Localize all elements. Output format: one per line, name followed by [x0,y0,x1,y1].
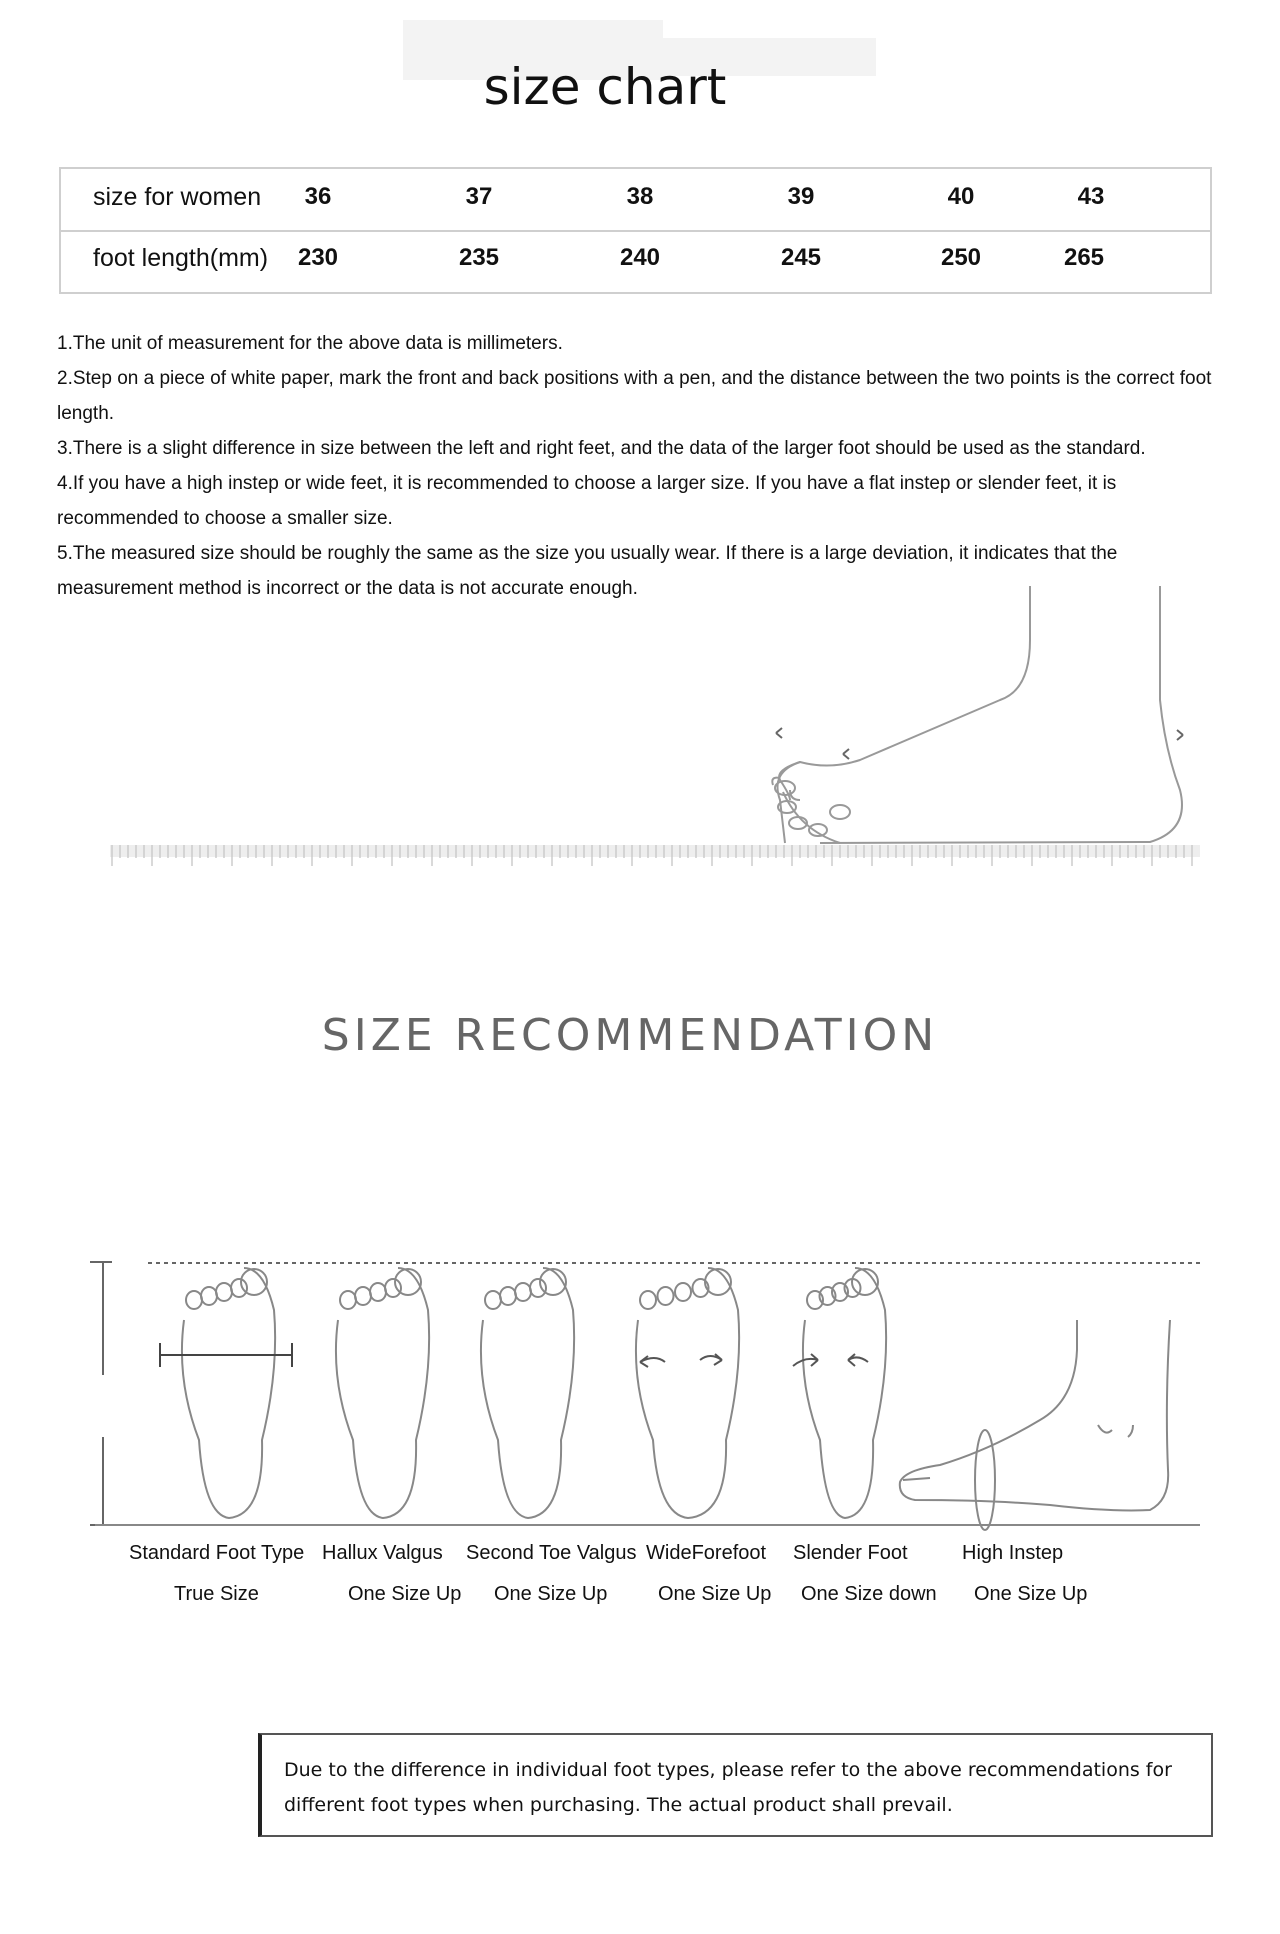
foot-type-recommendation: One Size Up [658,1583,772,1605]
high-instep-icon [900,1320,1170,1530]
note-4: 4.If you have a high instep or wide feet, it is recommended to choose a larger size. If you have a flat instep or slender feet, it is recommended to choose a smaller size. [57,473,1117,529]
foot-type-label: WideForefoot [646,1542,767,1564]
note-3: 3.There is a slight difference in size between the left and right feet, and the data of the larger foot should be used as the standard. [57,438,1146,459]
ruler-graphic [110,845,1200,866]
foot-outline-icon [803,1268,886,1518]
size-cell: 37 [465,183,493,210]
length-cell: 245 [780,244,822,271]
height-indicator [90,1262,112,1525]
length-cell: 240 [619,244,661,271]
foot-type-recommendation: One Size Up [494,1583,608,1605]
size-cell: 43 [1077,183,1105,210]
side-foot-icon [772,586,1182,843]
foot-type-recommendation: One Size down [801,1583,937,1605]
note-2: 2.Step on a piece of white paper, mark the front and back positions with a pen, and the distance between the two points is the correct foot length. [57,368,1212,424]
note-1: 1.The unit of measurement for the above data is millimeters. [57,333,563,354]
page-title: size chart [483,58,727,116]
size-table [59,167,1212,294]
measurement-notes [57,326,1217,606]
length-arrows [776,728,1183,759]
size-cell: 38 [626,183,654,210]
foot-outline-icon [336,1268,429,1518]
foot-type-label: Standard Foot Type [129,1542,305,1564]
foot-type-recommendation: One Size Up [348,1583,462,1605]
size-cell: 36 [304,183,332,210]
size-cell: 39 [787,183,815,210]
size-row [61,169,1210,232]
length-cell: 265 [1063,244,1105,271]
width-marker [160,1343,292,1367]
size-row-label: size for women [93,183,262,211]
foot-type-recommendation: True Size [174,1583,259,1605]
wide-arrows [640,1354,722,1367]
foot-type-label: Slender Foot [793,1542,908,1564]
foot-outline-icon [481,1268,574,1518]
foot-type-label: Hallux Valgus [322,1542,443,1564]
foot-type-label: High Instep [962,1542,1064,1564]
purchase-notice: Due to the difference in individual foot types, please refer to the above recommendations for different foot types when purchasing. The actual product shall prevail. [258,1733,1213,1837]
length-cell: 230 [297,244,339,271]
length-row [61,230,1210,291]
foot-outline-icon [182,1268,275,1518]
length-row-label: foot length(mm) [93,244,269,272]
foot-type-recommendation: One Size Up [974,1583,1088,1605]
foot-outline-icon [636,1268,739,1518]
length-cell: 235 [458,244,500,271]
size-cell: 40 [947,183,975,210]
slender-arrows [793,1354,868,1366]
length-cell: 250 [940,244,982,271]
note-5: 5.The measured size should be roughly the same as the size you usually wear. If there is a large deviation, it indicates that the measurement method is incorrect or the data is not accurate enough. [57,543,1118,599]
recommendation-heading: SIZE RECOMMENDATION [321,1010,939,1061]
foot-type-label: Second Toe Valgus [466,1542,637,1564]
